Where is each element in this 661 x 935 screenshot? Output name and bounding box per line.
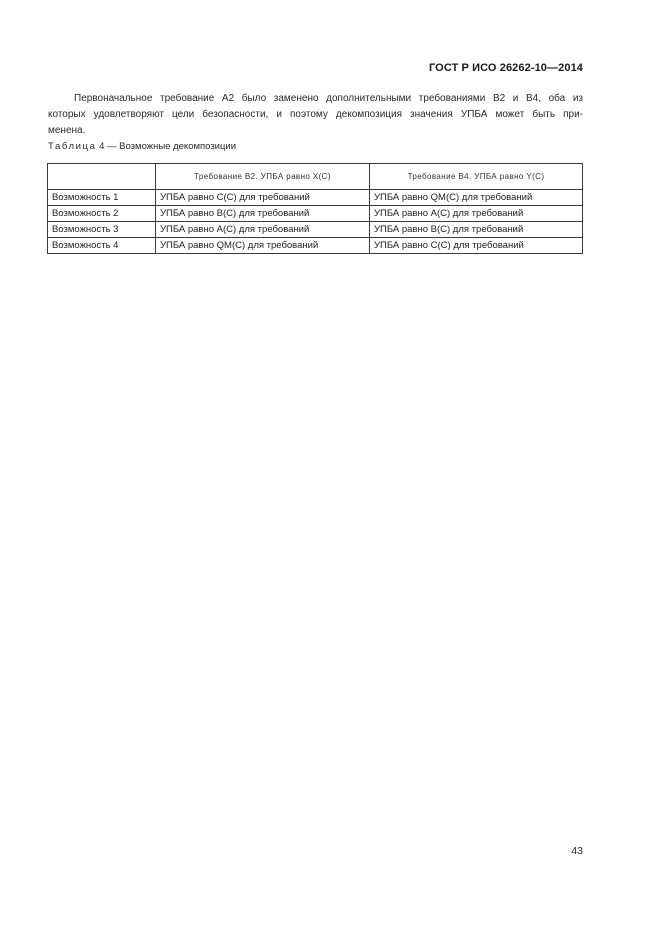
paragraph-line-1: Первоначальное требование А2 было заменено дополнительными требованиями В2 и В4, оба из <box>74 93 583 104</box>
page-number: 43 <box>571 845 583 857</box>
body-paragraph <box>48 91 583 139</box>
table-cell: УПБА равно C(C) для требований <box>370 238 583 254</box>
table-cell: Возможность 1 <box>48 190 156 206</box>
table-caption-word: Таблица <box>48 141 97 152</box>
table-header-cell <box>48 164 156 190</box>
table-header-cell: Требование В2. УПБА равно X(C) <box>156 164 370 190</box>
table-header-row <box>48 164 583 190</box>
table-row <box>48 238 583 254</box>
table-row <box>48 190 583 206</box>
table-cell: УПБА равно QM(C) для требований <box>156 238 370 254</box>
table-cell: УПБА равно A(C) для требований <box>370 206 583 222</box>
table-row <box>48 206 583 222</box>
decomposition-table <box>47 163 583 254</box>
document-code-header: ГОСТ Р ИСО 26262-10—2014 <box>428 62 583 74</box>
table-caption-number: 4 <box>99 141 105 152</box>
paragraph-line-2: которых удовлетворяют цели безопасности, и поэтому декомпозиция значения УПБА может быть при- <box>48 109 583 120</box>
table-caption-title: — Возможные декомпозиции <box>107 141 237 152</box>
table-caption <box>48 141 236 152</box>
table-cell: УПБА равно A(C) для требований <box>156 222 370 238</box>
table-cell: Возможность 2 <box>48 206 156 222</box>
paragraph-line-3: менена. <box>48 125 86 136</box>
table-cell: УПБА равно C(C) для требований <box>156 190 370 206</box>
table-cell: Возможность 3 <box>48 222 156 238</box>
table-row <box>48 222 583 238</box>
table-header-cell: Требование В4. УПБА равно Y(C) <box>370 164 583 190</box>
table-cell: Возможность 4 <box>48 238 156 254</box>
table-cell: УПБА равно B(C) для требований <box>156 206 370 222</box>
table-cell: УПБА равно B(C) для требований <box>370 222 583 238</box>
table-cell: УПБА равно QM(C) для требований <box>370 190 583 206</box>
